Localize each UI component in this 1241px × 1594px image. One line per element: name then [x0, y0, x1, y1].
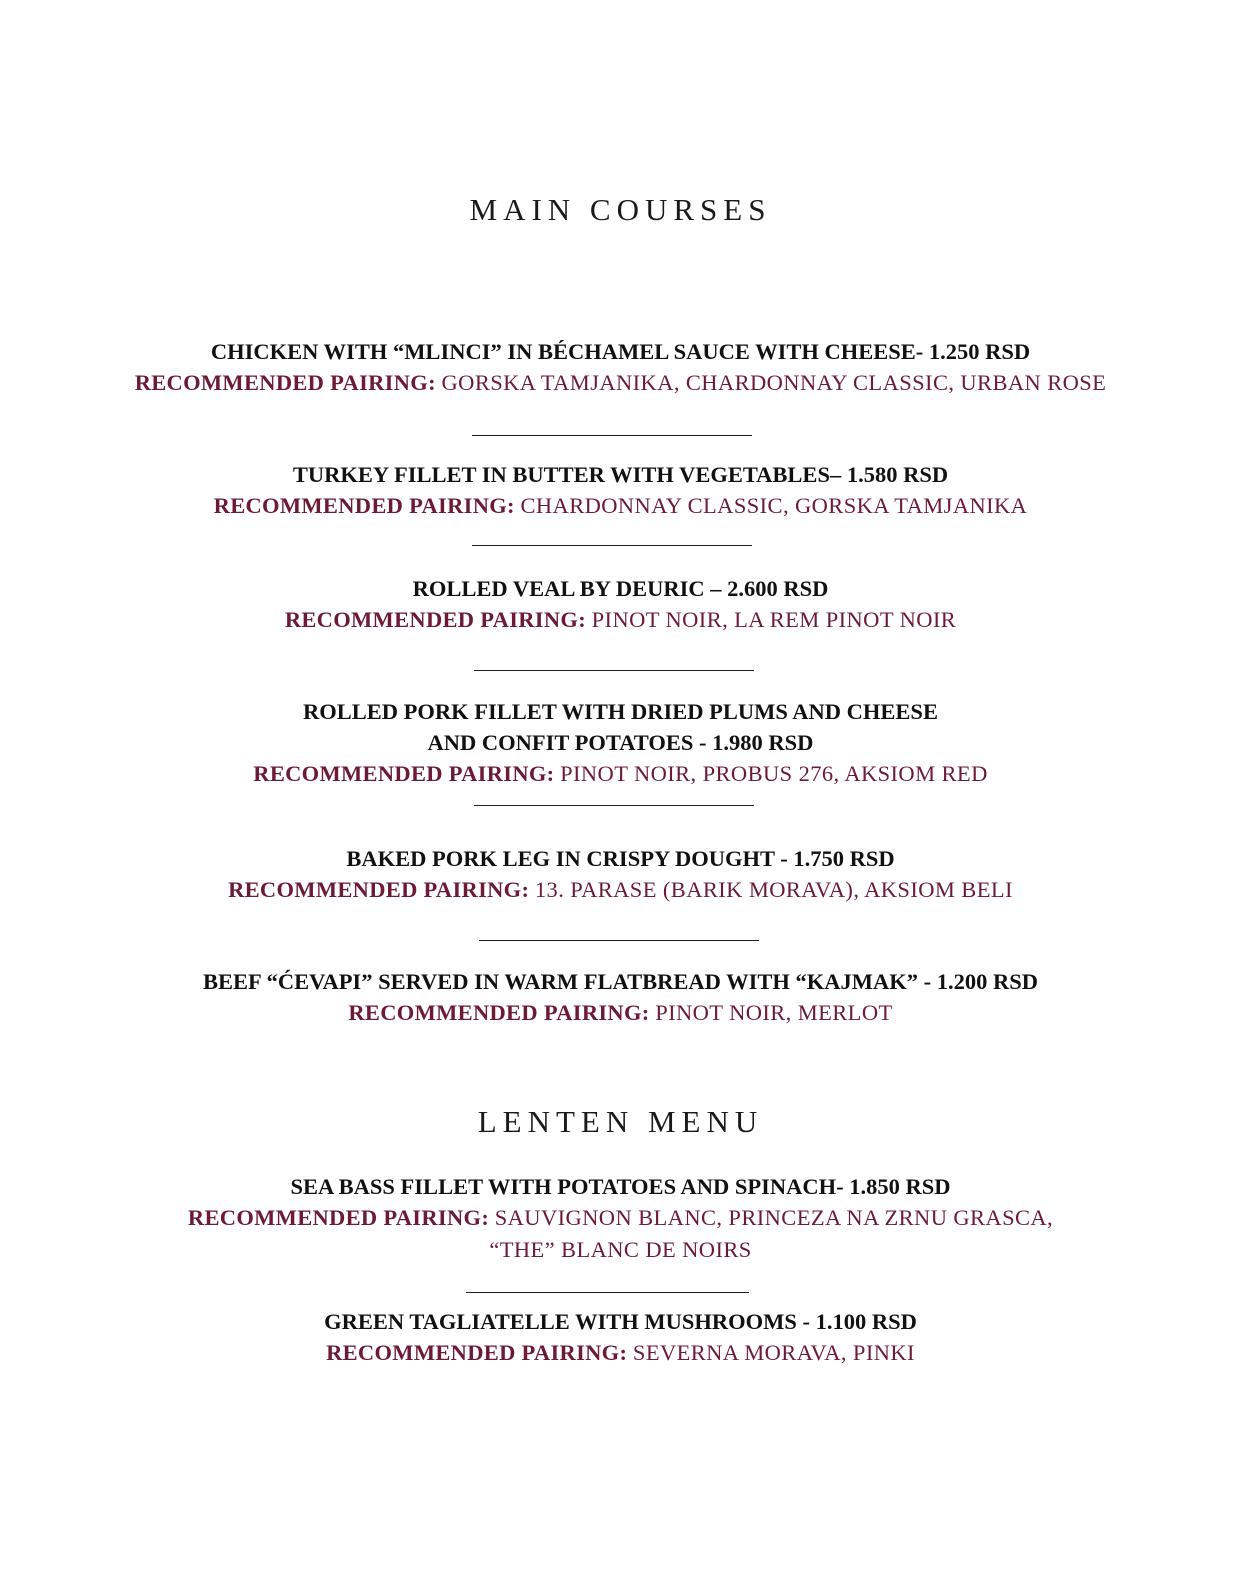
pairing-label: RECOMMENDED PAIRING:	[187, 1205, 490, 1230]
dish-name: GREEN TAGLIATELLE WITH MUSHROOMS - 1.100 RSD	[324, 1309, 917, 1334]
menu-item	[0, 1171, 1241, 1266]
pairing-label: RECOMMENDED PAIRING:	[326, 1340, 628, 1365]
pairing-line	[0, 367, 1241, 399]
pairing-line	[0, 758, 1241, 790]
pairing-wines: CHARDONNAY CLASSIC, GORSKA TAMJANIKA	[520, 493, 1028, 518]
pairing-wines: PINOT NOIR, PROBUS 276, AKSIOM RED	[560, 761, 988, 786]
pairing-wines: SEVERNA MORAVA, PINKI	[632, 1340, 915, 1365]
dish-name: ROLLED VEAL BY DEURIC – 2.600 RSD	[412, 576, 829, 601]
dish-name: AND CONFIT POTATOES - 1.980 RSD	[427, 730, 814, 755]
menu-item	[0, 843, 1241, 906]
dish-name: ROLLED PORK FILLET WITH DRIED PLUMS AND CHEESE	[303, 699, 938, 724]
pairing-line	[0, 490, 1241, 522]
pairing-line	[0, 604, 1241, 636]
pairing-label: RECOMMENDED PAIRING:	[284, 607, 587, 632]
divider-line	[472, 545, 752, 546]
menu-item	[0, 336, 1241, 399]
menu-item	[0, 573, 1241, 636]
dish-name: SEA BASS FILLET WITH POTATOES AND SPINACH- 1.850 RSD	[290, 1174, 951, 1199]
pairing-label: RECOMMENDED PAIRING:	[134, 370, 436, 395]
dish-name: CHICKEN WITH “MLINCI” IN BÉCHAMEL SAUCE WITH CHEESE- 1.250 RSD	[210, 339, 1031, 364]
pairing-line	[0, 997, 1241, 1029]
pairing-wines: GORSKA TAMJANIKA, CHARDONNAY CLASSIC, URBAN ROSE	[441, 370, 1107, 395]
dish-name: BEEF “ĆEVAPI” SERVED IN WARM FLATBREAD WITH “KAJMAK” - 1.200 RSD	[203, 969, 1038, 994]
pairing-label: RECOMMENDED PAIRING:	[348, 1000, 650, 1025]
menu-item	[0, 459, 1241, 522]
divider-line	[479, 940, 759, 941]
divider-line	[474, 670, 754, 671]
pairing-label: RECOMMENDED PAIRING:	[228, 877, 530, 902]
pairing-label: RECOMMENDED PAIRING:	[253, 761, 555, 786]
pairing-wines: SAUVIGNON BLANC, PRINCEZA NA ZRNU GRASCA,	[494, 1205, 1054, 1230]
menu-item	[0, 966, 1241, 1029]
lenten-menu-title: LENTEN MENU	[477, 1104, 764, 1139]
divider-line	[472, 435, 752, 436]
pairing-wines: PINOT NOIR, MERLOT	[655, 1000, 893, 1025]
main-courses-title: MAIN COURSES	[469, 192, 772, 227]
pairing-wines: 13. PARASE (BARIK MORAVA), AKSIOM BELI	[534, 877, 1013, 902]
pairing-label: RECOMMENDED PAIRING:	[213, 493, 515, 518]
pairing-wines: PINOT NOIR, LA REM PINOT NOIR	[591, 607, 957, 632]
pairing-line	[0, 1337, 1241, 1369]
divider-line	[474, 805, 754, 806]
dish-name: BAKED PORK LEG IN CRISPY DOUGHT - 1.750 RSD	[346, 846, 895, 871]
pairing-line	[0, 1202, 1241, 1234]
pairing-wines: “THE” BLANC DE NOIRS	[489, 1237, 752, 1262]
menu-item	[0, 1306, 1241, 1369]
dish-name: TURKEY FILLET IN BUTTER WITH VEGETABLES– 1.580 RSD	[292, 462, 949, 487]
pairing-line-continued	[0, 1234, 1241, 1266]
pairing-line	[0, 874, 1241, 906]
divider-line	[466, 1292, 749, 1293]
menu-item	[0, 696, 1241, 790]
